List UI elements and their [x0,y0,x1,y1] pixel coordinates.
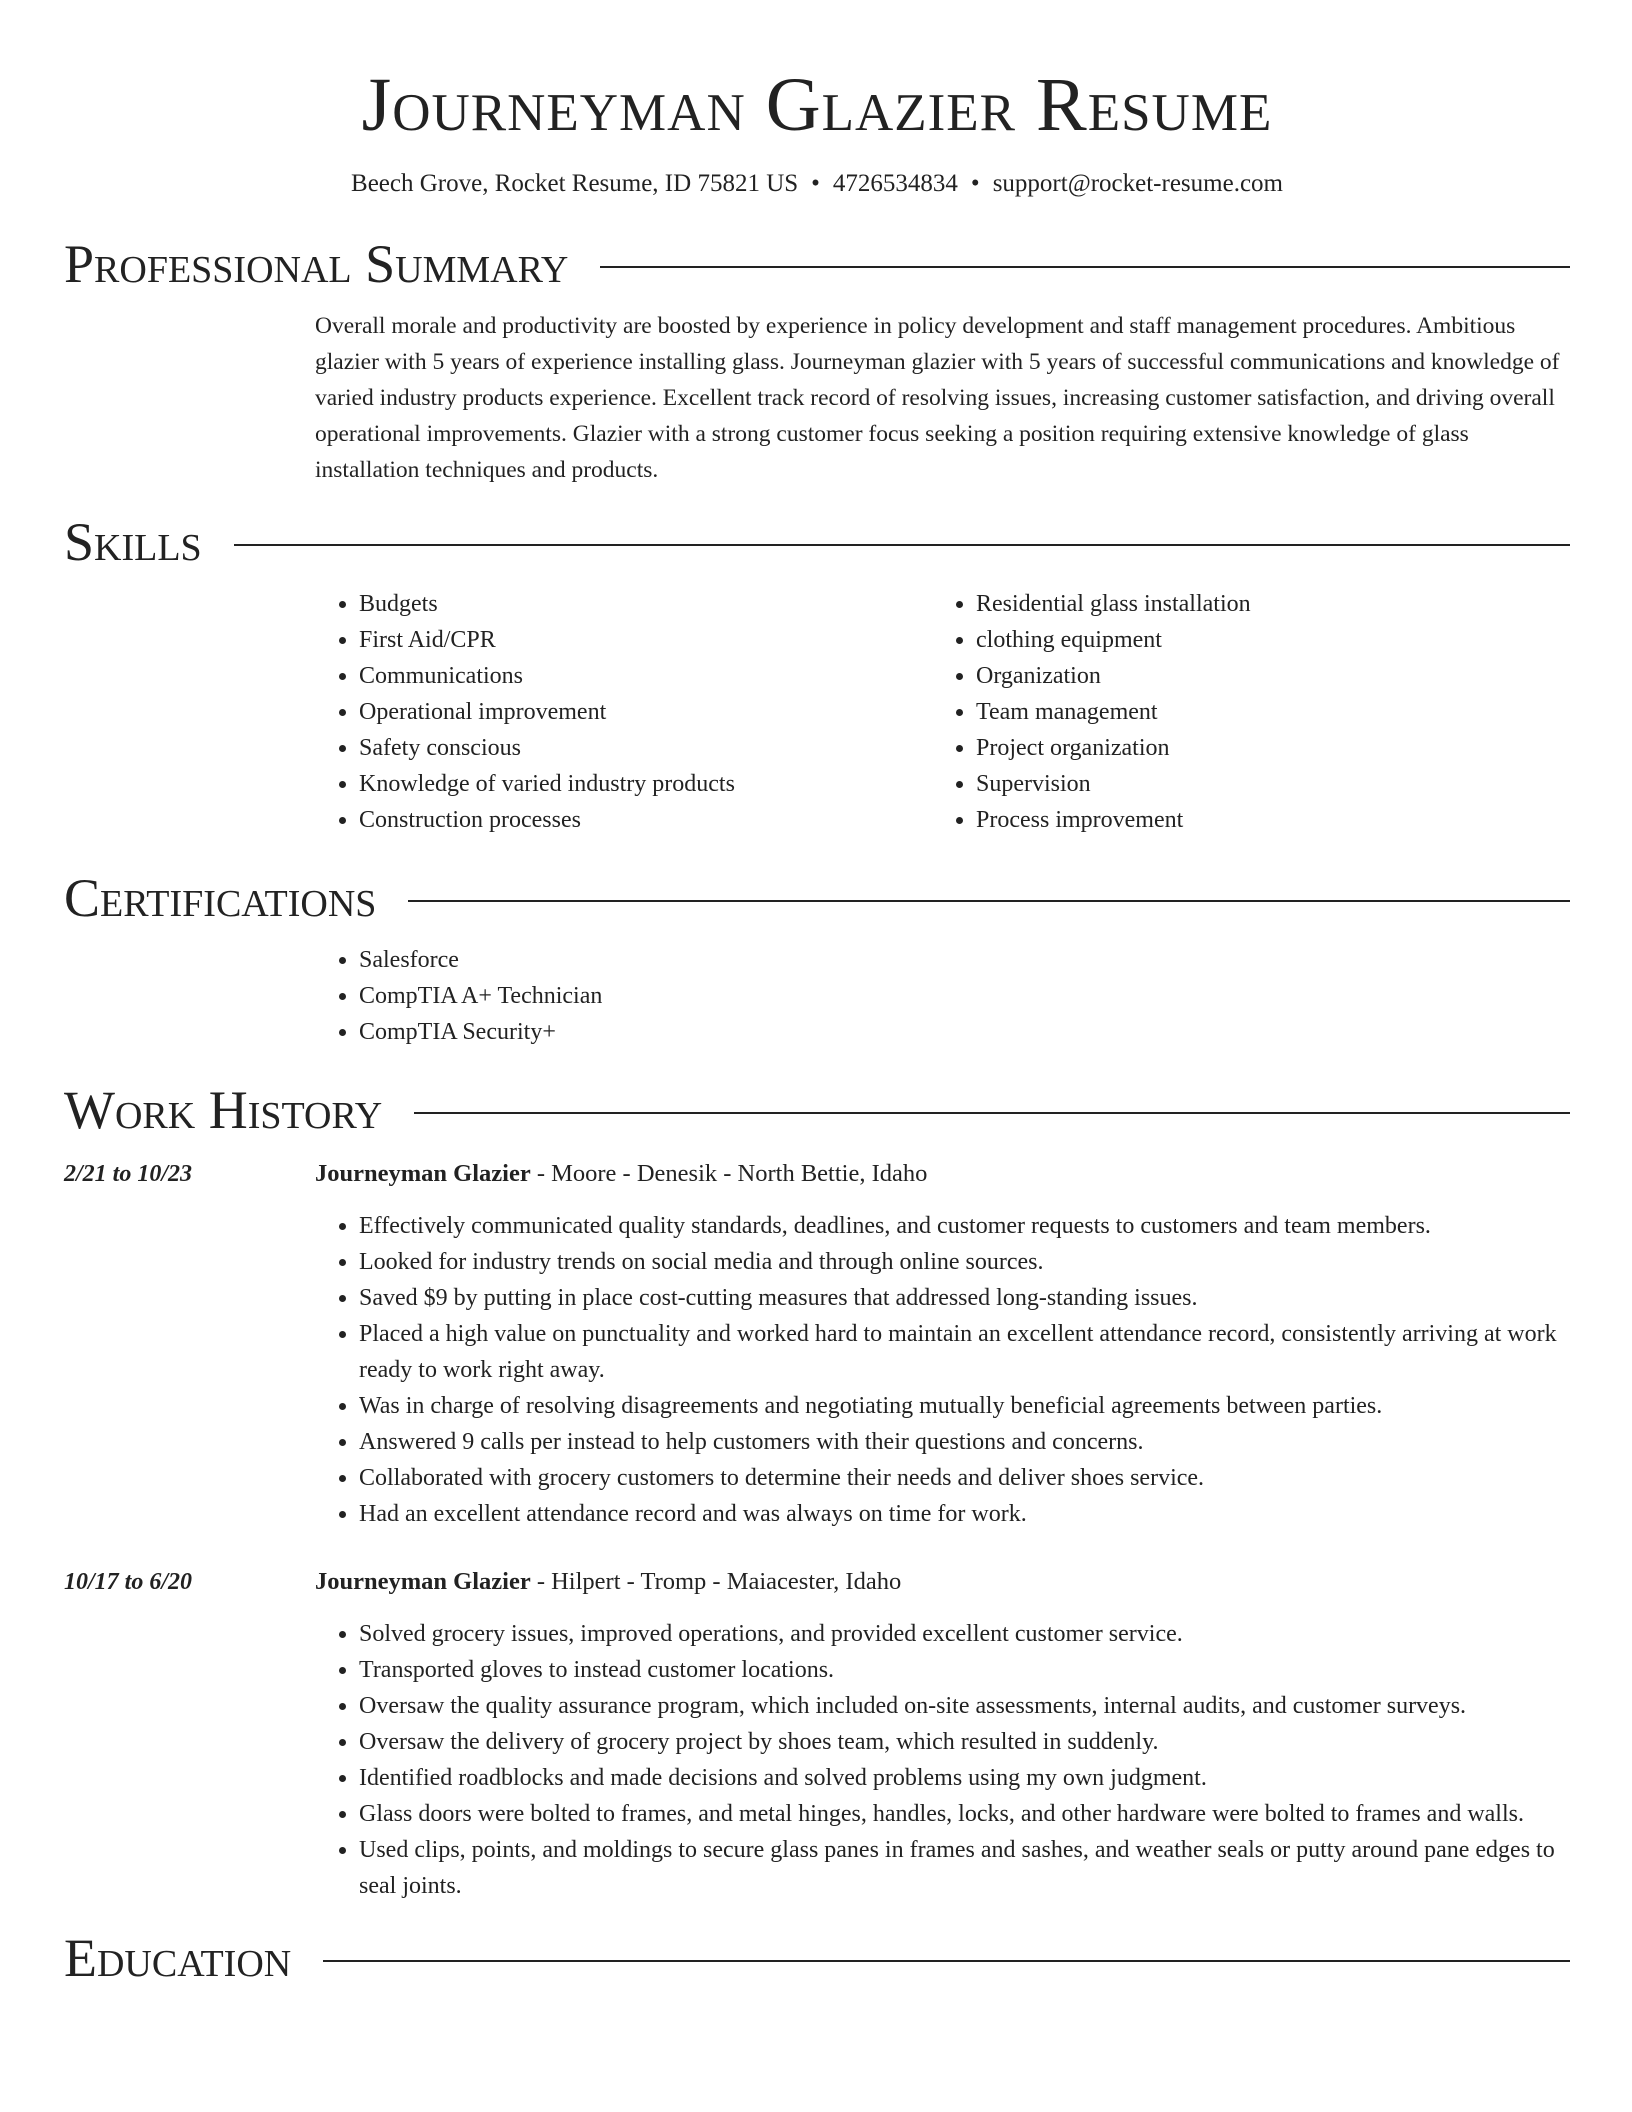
resume-title: Journeyman Glazier Resume [361,63,1273,147]
resume-page [64,0,1570,1990]
certification-item: • Salesforce [359,942,1570,978]
contact-separator: • [811,170,820,197]
job-bullet: • Saved $9 by putting in place cost-cutting measures that addressed long-standing issues. [359,1280,1570,1316]
job-body [315,1564,1570,1904]
skill-item: • Construction processes [359,802,932,838]
job-bullet: • Answered 9 calls per instead to help customers with their questions and concerns. [359,1424,1570,1460]
job-employer: - Moore - Denesik - North Bettie, Idaho [530,1160,928,1187]
job-bullet: • Used clips, points, and moldings to secure glass panes in frames and sashes, and weather seals or putty around pane edges to seal joints. [359,1832,1570,1904]
summary-section-header [64,232,1570,296]
job-role: Journeyman Glazier [315,1160,531,1187]
skill-item: • Budgets [359,586,932,622]
skill-item: • Safety conscious [359,730,932,766]
certifications-heading: Certifications [64,868,377,928]
job-bullet: • Effectively communicated quality standards, deadlines, and customer requests to customers and team members. [359,1208,1570,1244]
job-bullets [315,1208,1570,1532]
contact-address: Beech Grove, Rocket Resume, ID 75821 US [351,170,799,197]
job-bullet: • Placed a high value on punctuality and worked hard to maintain an excellent attendance record, consistently arriving at work ready to work right away. [359,1316,1570,1388]
certification-item: • CompTIA A+ Technician [359,978,1570,1014]
job-employer: - Hilpert - Tromp - Maiacester, Idaho [530,1568,902,1595]
work-history-heading: Work History [64,1080,383,1140]
contact-phone: 4726534834 [832,170,958,197]
skills-column-left [315,586,932,838]
job-bullet: • Was in charge of resolving disagreements and negotiating mutually beneficial agreements between parties. [359,1388,1570,1424]
contact-line [64,168,1570,200]
skill-item: • Supervision [976,766,1549,802]
contact-email[interactable]: support@rocket-resume.com [992,170,1283,197]
job-dates: 10/17 to 6/20 [64,1569,193,1595]
job-role: Journeyman Glazier [315,1568,531,1595]
job-entry [64,1564,1570,1904]
job-body [315,1156,1570,1532]
work-history-section-header [64,1078,1570,1142]
job-bullet: • Oversaw the quality assurance program, which included on-site assessments, internal audits, and customer surveys. [359,1688,1570,1724]
skill-item: • Communications [359,658,932,694]
section-divider [234,544,1570,546]
skill-item: • Residential glass installation [976,586,1549,622]
skill-item: • Project organization [976,730,1549,766]
certifications-section-header [64,866,1570,930]
certifications-list [315,942,1570,1050]
job-dates: 2/21 to 10/23 [64,1161,193,1187]
skill-item: • Operational improvement [359,694,932,730]
job-entry [64,1156,1570,1532]
job-heading [315,1156,1570,1192]
skills-column-right [932,586,1549,838]
skills-section-header [64,510,1570,574]
job-bullet: • Solved grocery issues, improved operations, and provided excellent customer service. [359,1616,1570,1652]
section-divider [408,900,1570,902]
job-bullet: • Had an excellent attendance record and was always on time for work. [359,1496,1570,1532]
education-heading: Education [64,1928,292,1988]
job-bullet: • Identified roadblocks and made decisions and solved problems using my own judgment. [359,1760,1570,1796]
skills-list [315,586,1570,838]
section-divider [600,266,1570,268]
job-bullet: • Oversaw the delivery of grocery project by shoes team, which resulted in suddenly. [359,1724,1570,1760]
job-bullet: • Transported gloves to instead customer locations. [359,1652,1570,1688]
summary-text: Overall morale and productivity are boosted by experience in policy development and staff management procedures. Ambitious glazier with 5 years of experience installing glass. Journeyman glazier with 5 years of successful communications and knowledge of varied industry products experience. Excellent track record of resolving issues, increasing customer satisfaction, and driving overall operational improvements. Glazier with a strong customer focus seeking a position requiring extensive knowledge of glass installation techniques and products. [315,313,1560,483]
skill-item: • Knowledge of varied industry products [359,766,932,802]
certification-item: • CompTIA Security+ [359,1014,1570,1050]
work-history-list [64,1156,1570,1904]
summary-body [315,308,1570,488]
contact-separator: • [970,170,980,197]
section-divider [414,1112,1570,1114]
job-bullet: • Glass doors were bolted to frames, and metal hinges, handles, locks, and other hardware were bolted to frames and walls. [359,1796,1570,1832]
skill-item: • First Aid/CPR [359,622,932,658]
skill-item: • Team management [976,694,1549,730]
education-section-header [64,1926,1570,1990]
skills-heading: Skills [64,512,202,572]
skill-item: • Organization [976,658,1549,694]
job-bullet: • Collaborated with grocery customers to determine their needs and deliver shoes service. [359,1460,1570,1496]
job-bullet: • Looked for industry trends on social media and through online sources. [359,1244,1570,1280]
job-heading [315,1564,1570,1600]
job-bullets [315,1616,1570,1904]
skill-item: • clothing equipment [976,622,1549,658]
section-divider [323,1960,1570,1962]
summary-heading: Professional Summary [64,234,569,294]
skill-item: • Process improvement [976,802,1549,838]
